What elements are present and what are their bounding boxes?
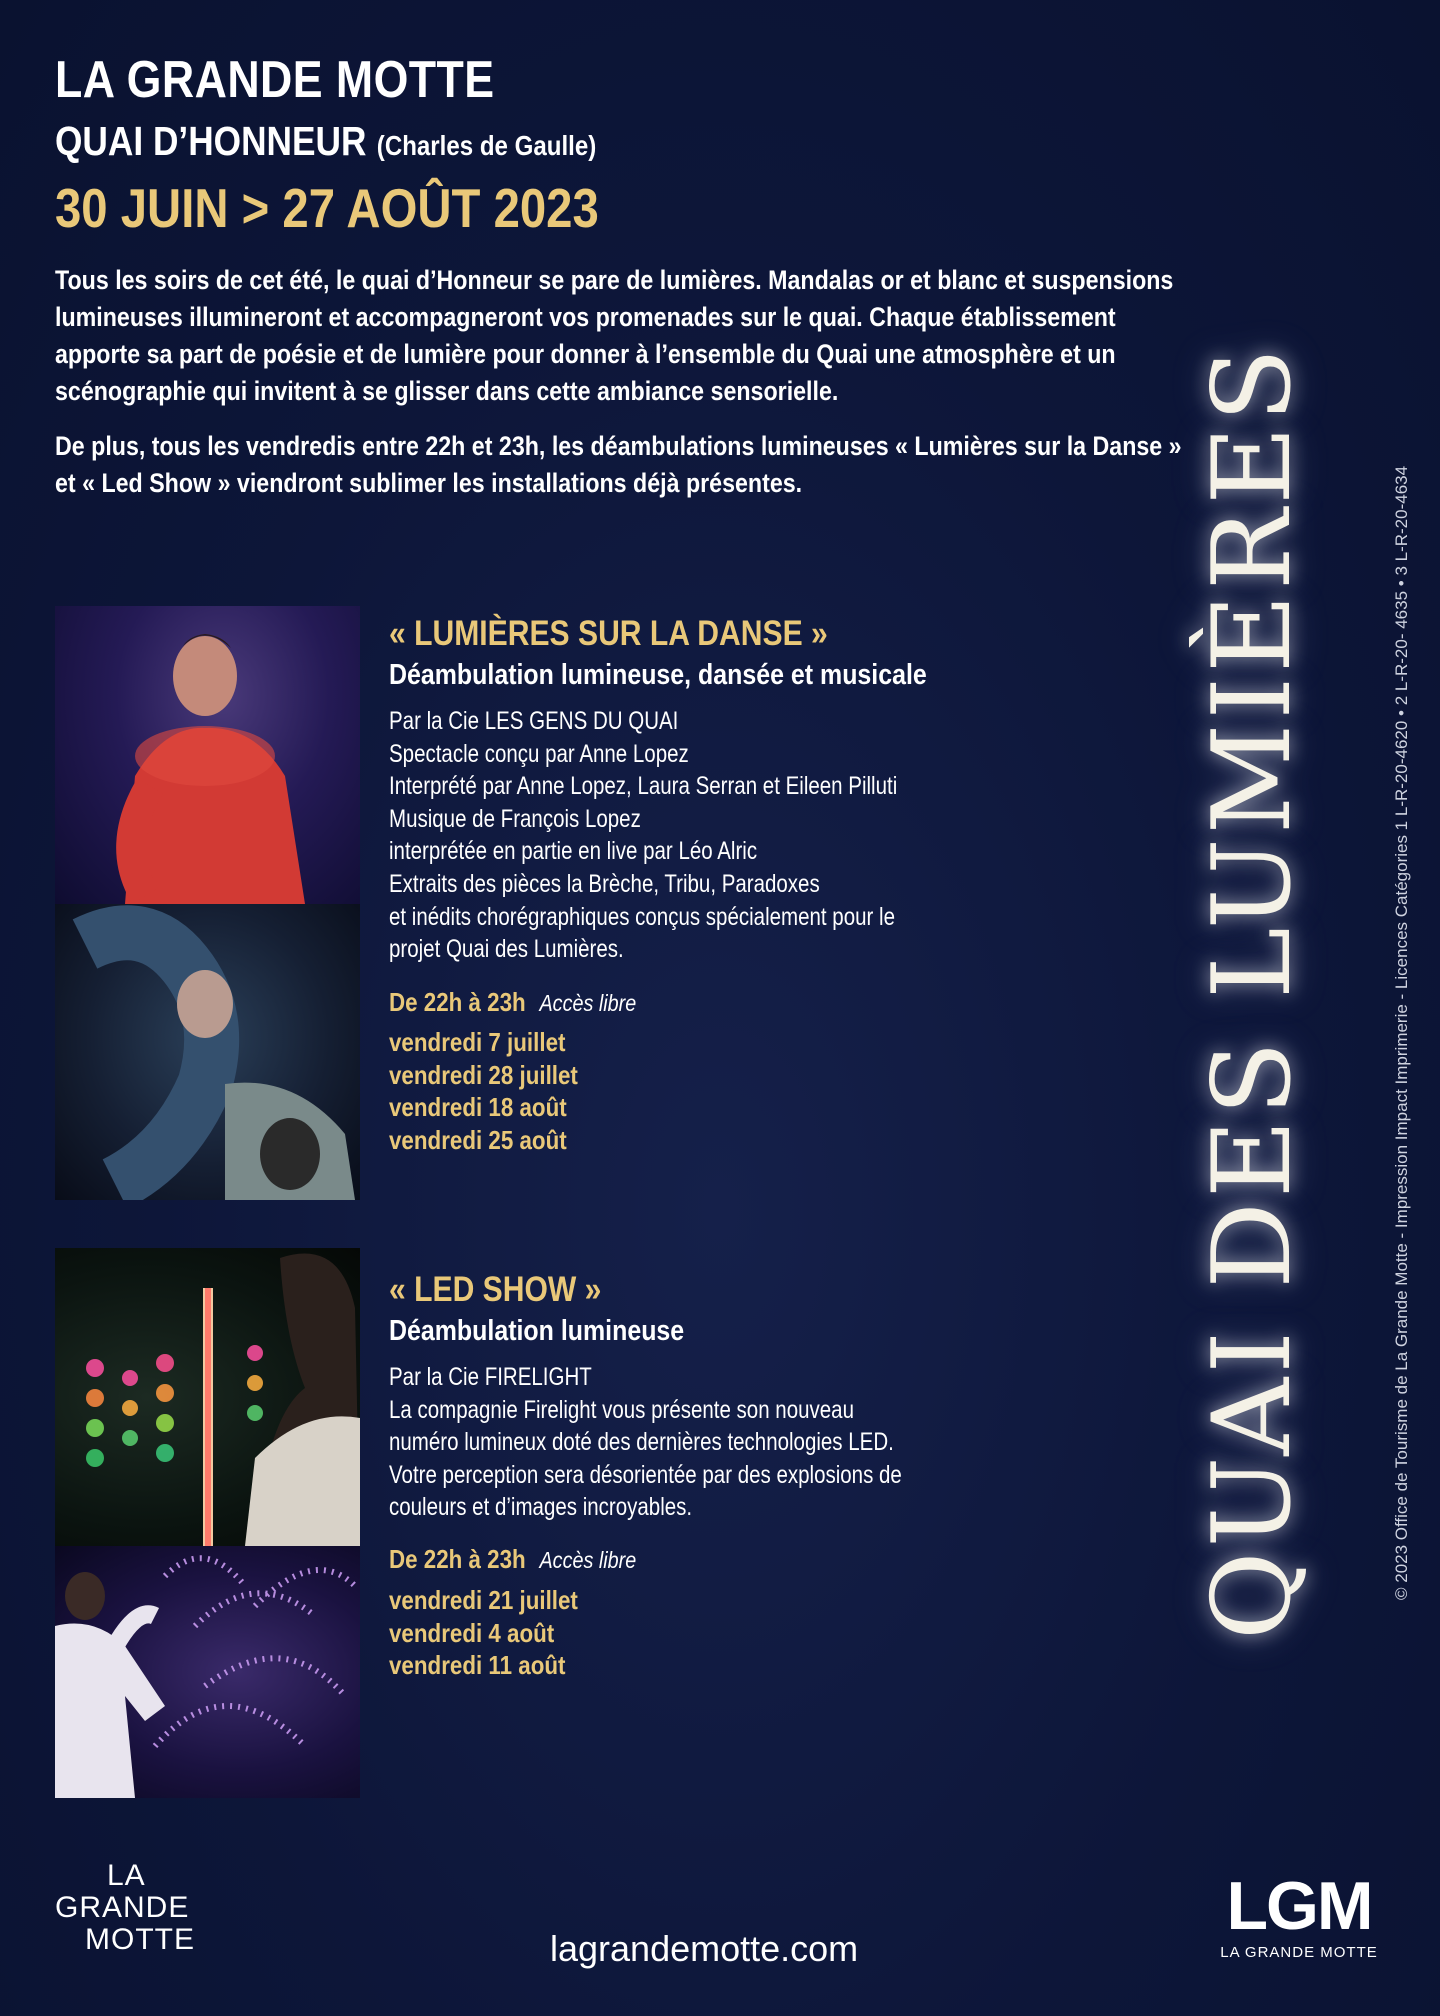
section2-line: La compagnie Firelight vous présente son nouveau [389,1395,854,1424]
la-grande-motte-logo [55,1860,235,1956]
lgm-logo [1208,1868,1390,1972]
location-name: QUAI D’HONNEUR [55,118,367,164]
section2-title: « LED SHOW » [389,1270,602,1309]
section1-line: Par la Cie LES GENS DU QUAI [389,707,679,735]
lgm-logo-mark: LGM [1226,1868,1372,1944]
section1-subtitle: Déambulation lumineuse, dansée et musicale [389,659,927,691]
section2-subtitle: Déambulation lumineuse [389,1315,685,1347]
section1-access: Accès libre [539,990,637,1016]
section1-line: Spectacle conçu par Anne Lopez [389,739,689,768]
date-item: vendredi 18 août [389,1092,567,1122]
location-heading [55,118,596,165]
location-note: (Charles de Gaulle) [376,130,597,161]
led-show-photo-2 [55,1546,360,1798]
section2-time [389,1544,636,1575]
dancer-photo-2 [55,904,360,1200]
section2-dates [389,1584,578,1682]
logo-line: GRANDE [55,1891,190,1924]
event-dates: 30 JUIN > 27 AOÛT 2023 [55,177,599,239]
section2-access: Accès libre [539,1547,637,1573]
section1-line: interprétée en partie en live par Léo Alric [389,837,758,866]
section1-time [389,987,636,1018]
date-item: vendredi 21 juillet [389,1585,578,1615]
logo-line: MOTTE [85,1923,195,1956]
date-item: vendredi 28 juillet [389,1059,578,1090]
date-item: vendredi 7 juillet [389,1027,566,1057]
website-link[interactable]: lagrandemotte.com [550,1928,859,1969]
date-item: vendredi 4 août [389,1617,555,1648]
section1-dates [389,1026,578,1156]
intro-paragraph-1: Tous les soirs de cet été, le quai d’Honneur se pare de lumières. Mandalas or et blanc et suspensions lumineuses illumineront et accompagneront vos promenades sur le quai. Chaque établissement apporte sa part de poésie et de lumière pour donner à l’ensemble du Quai une atmosphère et un scénographie qui invitent à se glisser dans cette ambiance sensorielle. [55,265,1174,406]
lgm-logo-caption: LA GRANDE MOTTE [1220,1944,1378,1961]
section1-line: Musique de François Lopez [389,804,641,833]
section2-line: Votre perception sera désorientée par des explosions de [389,1460,902,1489]
vertical-title: QUAI DES LUMIÈRES [1190,343,1315,1640]
logo-line: LA [107,1859,146,1892]
section1-line: projet Quai des Lumières. [389,935,624,964]
section1-line: Interprété par Anne Lopez, Laura Serran et Eileen Pilluti [389,772,898,801]
section2-line: Par la Cie FIRELIGHT [389,1363,592,1391]
intro-text [55,262,1182,520]
section1-description [389,705,963,966]
led-show-photo-1 [55,1248,360,1546]
section1-line: et inédits chorégraphiques conçus spécialement pour le [389,902,895,931]
credits: © 2023 Office de Tourisme de La Grande Motte - Impression Impact Imprimerie - Licences Catégories 1 L-R-20-4620 • 2 L-R-20- 4635 • 3 L-R-20-4634 [1392,465,1411,1600]
section2-line: couleurs et d’images incroyables. [389,1493,693,1522]
dancer-photo-1 [55,606,360,904]
date-item: vendredi 25 août [389,1124,567,1155]
section2-hours: De 22h à 23h [389,1544,526,1574]
section1-line: Extraits des pièces la Brèche, Tribu, Paradoxes [389,869,820,898]
page-title: LA GRANDE MOTTE [55,51,495,109]
intro-paragraph-2: De plus, tous les vendredis entre 22h et 23h, les déambulations lumineuses « Lumières sur la Danse » et « Led Show » viendront sublimer les installations déjà présentes. [55,431,1182,498]
section1-title: « LUMIÈRES SUR LA DANSE » [389,614,828,653]
section2-description [389,1361,963,1524]
date-item: vendredi 11 août [389,1650,566,1680]
section2-line: numéro lumineux doté des dernières technologies LED. [389,1428,894,1457]
section1-hours: De 22h à 23h [389,987,526,1017]
